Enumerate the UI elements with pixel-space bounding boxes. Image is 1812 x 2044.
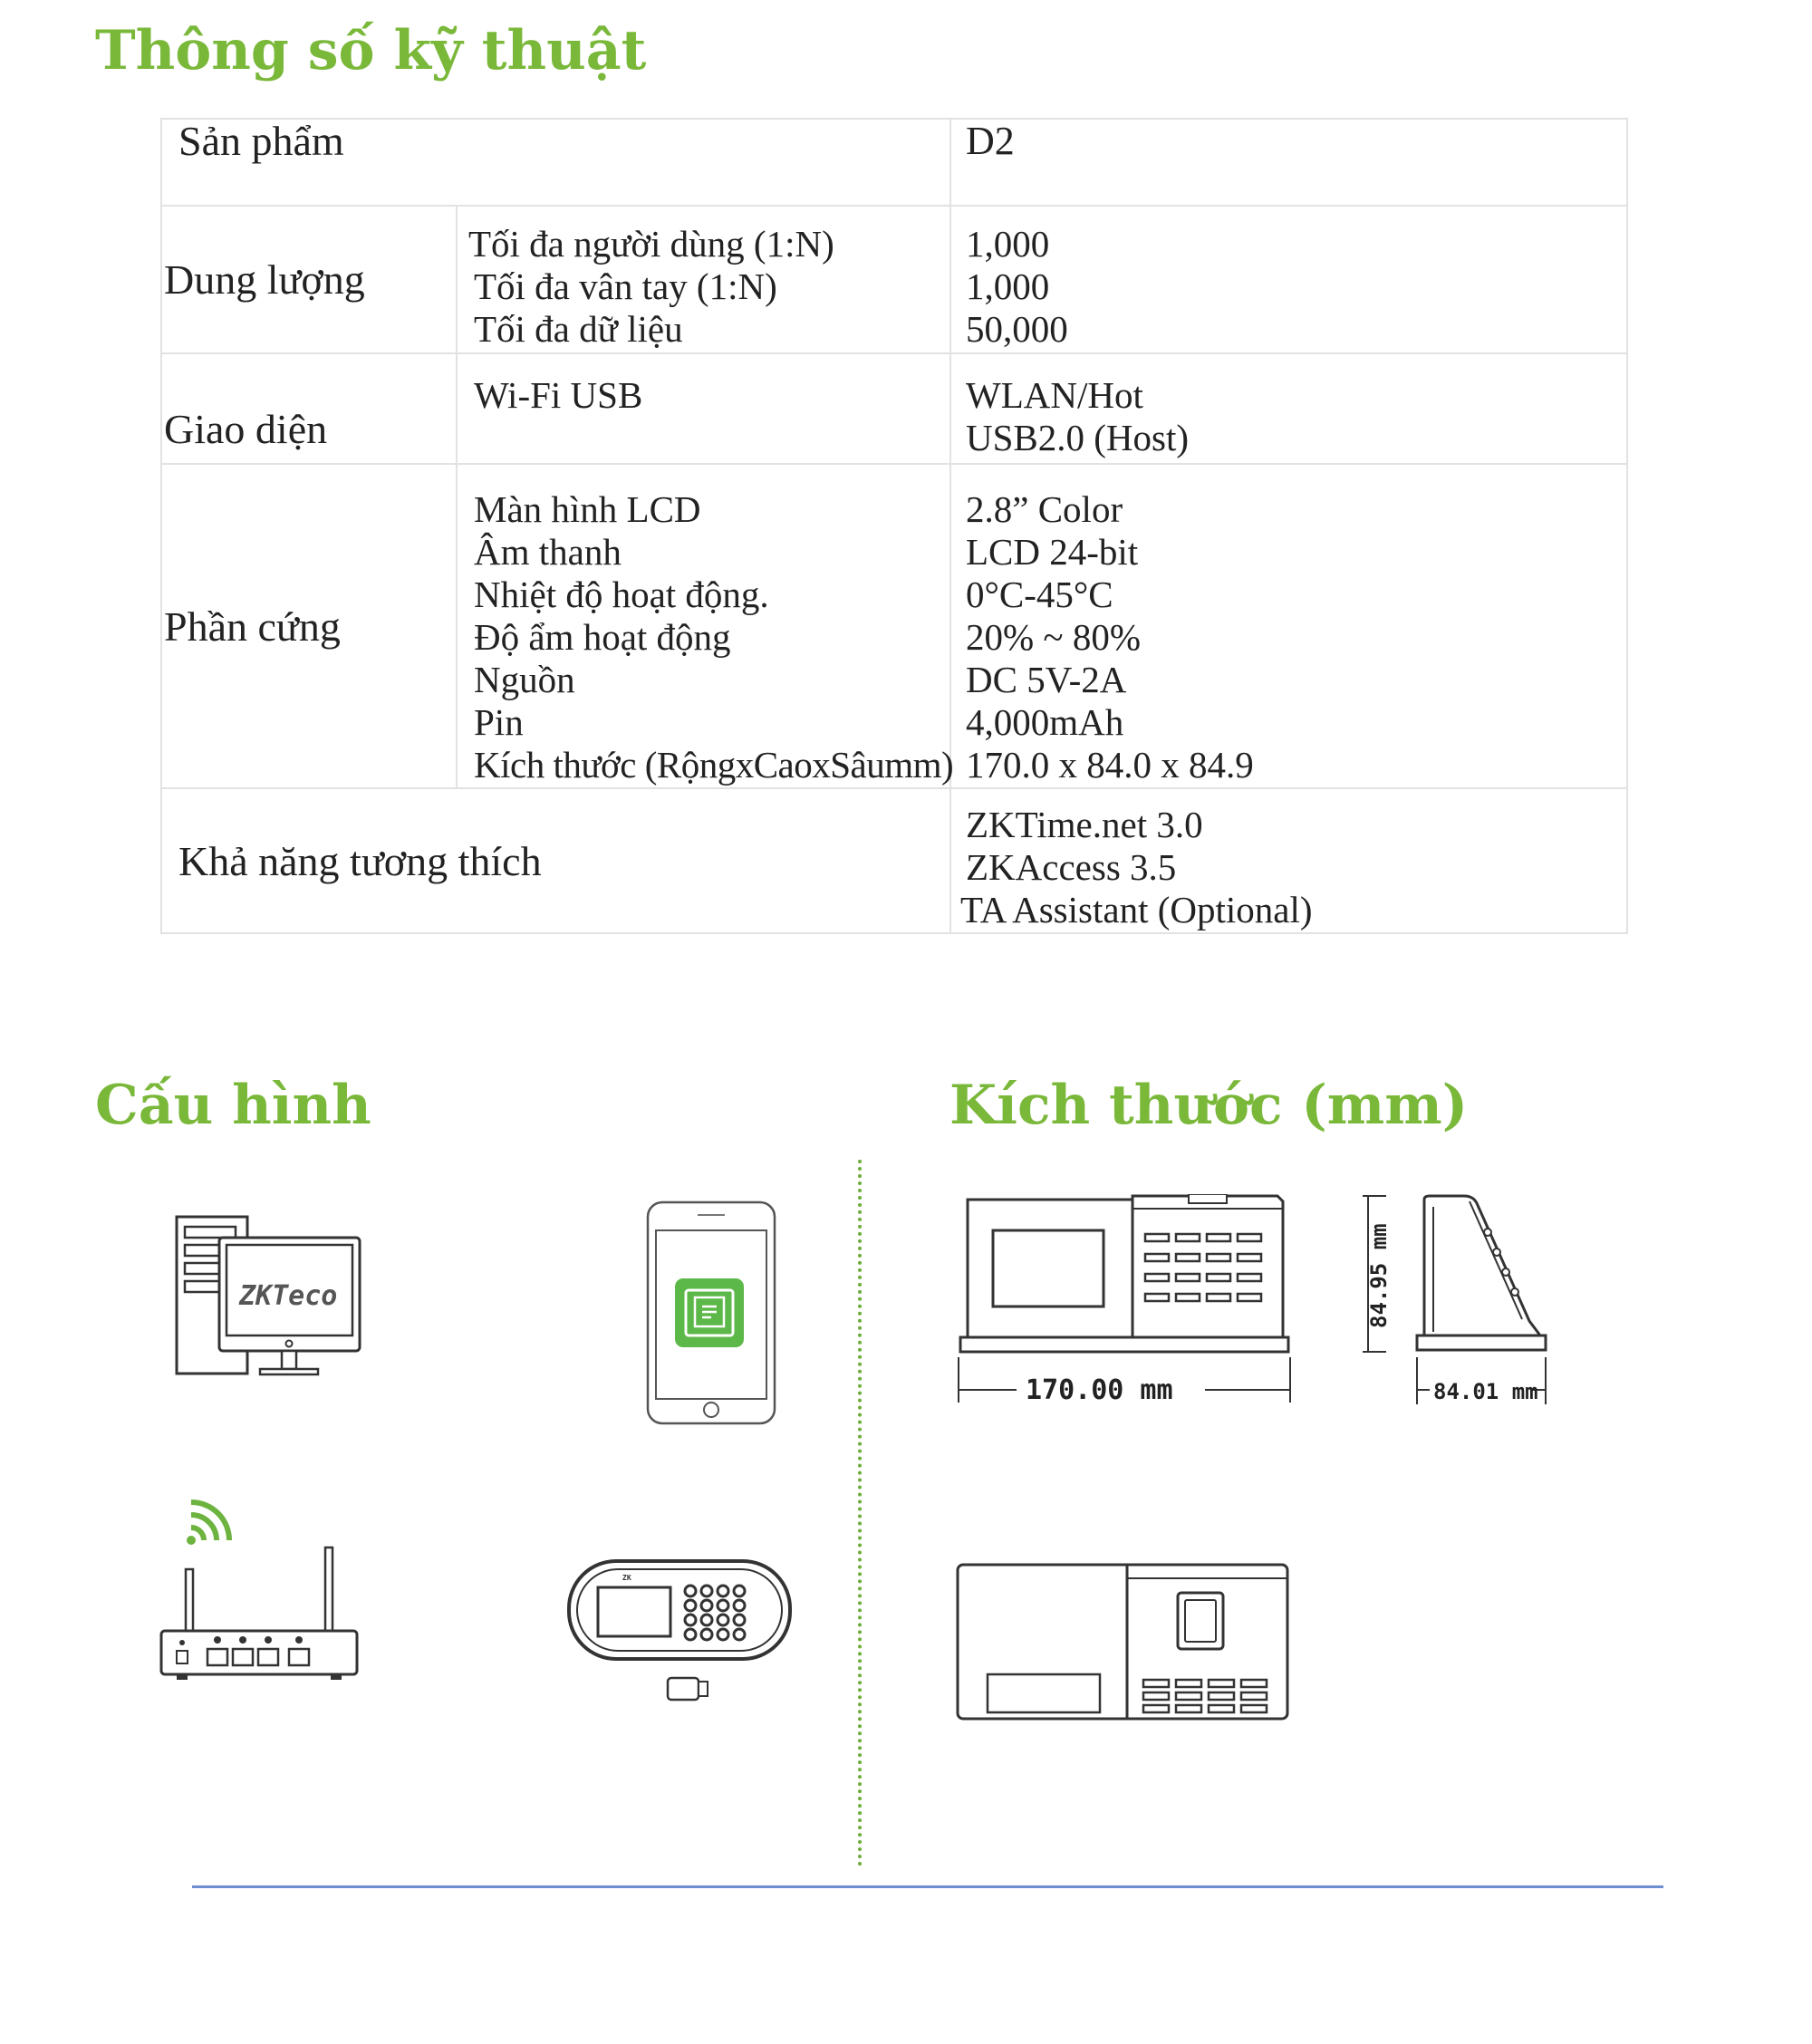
terminal-usb-icon <box>566 1558 793 1712</box>
hardware-value: DC 5V-2A <box>966 659 1127 700</box>
hardware-item: Độ ẩm hoạt động <box>474 616 731 658</box>
interface-value: USB2.0 (Host) <box>966 417 1190 458</box>
wifi-signal-icon <box>187 1502 229 1545</box>
front-view-drawing <box>955 1194 1294 1412</box>
interface-category: Giao diện <box>161 353 457 464</box>
desktop-pc-icon <box>174 1214 364 1379</box>
hardware-category: Phần cứng <box>161 464 457 788</box>
capacity-value: 50,000 <box>966 308 1068 350</box>
hardware-value: 0°C-45°C <box>966 574 1113 615</box>
hardware-item: Nguồn <box>474 659 575 700</box>
compatibility-value: ZKAccess 3.5 <box>966 846 1177 888</box>
capacity-item: Tối đa vân tay (1:N) <box>474 265 777 307</box>
hardware-value: 170.0 x 84.0 x 84.9 <box>966 744 1254 786</box>
hardware-item: Pin <box>474 701 524 743</box>
wifi-router-icon <box>159 1493 360 1683</box>
capacity-item: Tối đa dữ liệu <box>474 308 683 350</box>
hardware-value: 20% ~ 80% <box>966 616 1142 658</box>
smartphone-app-icon <box>645 1200 777 1426</box>
compatibility-value: TA Assistant (Optional) <box>960 889 1313 930</box>
hardware-item: Màn hình LCD <box>474 488 701 530</box>
specs-heading: Thông số kỹ thuật <box>95 19 647 82</box>
footer-rule <box>192 1885 1663 1888</box>
interface-row <box>161 353 1627 464</box>
compatibility-value: ZKTime.net 3.0 <box>966 804 1203 845</box>
hardware-value: 2.8” Color <box>966 488 1123 530</box>
specs-table <box>160 118 1628 934</box>
side-depth-label: 84.01 mm <box>1433 1379 1538 1404</box>
compatibility-row <box>161 788 1627 933</box>
hardware-value: LCD 24-bit <box>966 531 1139 573</box>
dimensions-heading: Kích thước (mm) <box>949 1074 1469 1137</box>
capacity-value: 1,000 <box>966 265 1050 307</box>
compatibility-category: Khả năng tương thích <box>161 788 950 933</box>
side-height-label: 84.95 mm <box>1366 1223 1392 1328</box>
hardware-item: Nhiệt độ hoạt động. <box>474 574 769 615</box>
capacity-value: 1,000 <box>966 223 1050 265</box>
product-value: D2 <box>950 119 1627 206</box>
capacity-category: Dung lượng <box>161 206 457 353</box>
hardware-item: Kích thước (RộngxCaoxSâumm) <box>474 744 954 786</box>
config-heading: Cấu hình <box>95 1074 371 1137</box>
pc-brand-logo: ZKTeco <box>239 1280 338 1312</box>
capacity-item: Tối đa người dùng (1:N) <box>468 223 834 265</box>
product-row <box>161 119 1627 206</box>
svg-text:ZK: ZK <box>622 1574 631 1582</box>
hardware-row <box>161 464 1627 788</box>
section-divider <box>858 1160 862 1866</box>
product-label: Sản phẩm <box>161 119 950 206</box>
interface-item: Wi-Fi USB <box>474 374 643 416</box>
hardware-item: Âm thanh <box>474 531 622 573</box>
capacity-row <box>161 206 1627 353</box>
side-view-drawing <box>1359 1194 1586 1412</box>
hardware-value: 4,000mAh <box>966 701 1124 743</box>
usb-stick-icon <box>668 1678 699 1700</box>
top-view-drawing <box>955 1562 1290 1721</box>
front-width-label: 170.00 mm <box>1026 1374 1173 1406</box>
interface-value: WLAN/Hot <box>966 374 1143 416</box>
